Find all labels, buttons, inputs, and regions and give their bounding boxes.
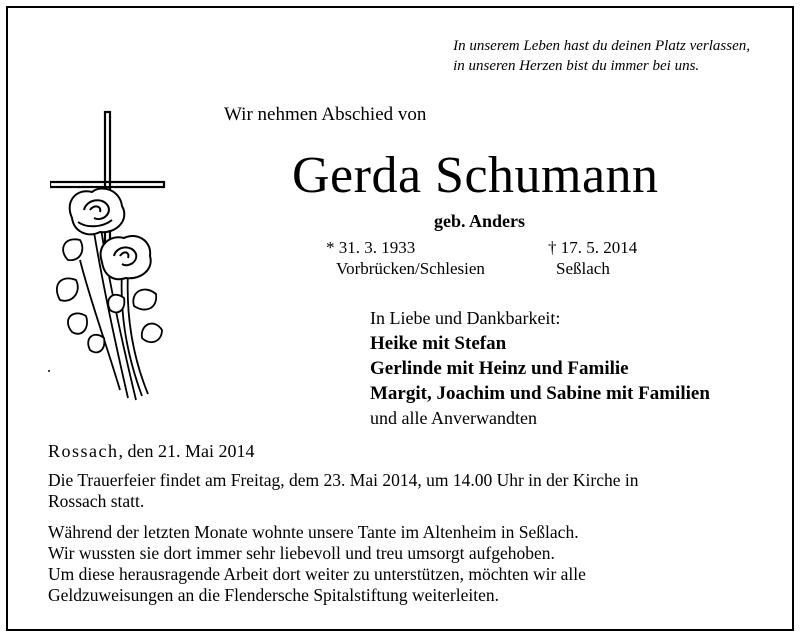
motto-line-1: In unserem Leben hast du deinen Platz verlassen,: [453, 38, 750, 54]
mourners-block: [370, 306, 710, 431]
donation-line-4: Geldzuweisungen an die Flendersche Spitalstiftung weiterleiten.: [48, 585, 499, 605]
speck: [48, 370, 50, 372]
motto-line-2: in unseren Herzen bist du immer bei uns.: [453, 58, 700, 74]
funeral-line-1: Die Trauerfeier findet am Freitag, dem 23. Mai 2014, um 14.00 Uhr in der Kirche in: [48, 470, 639, 490]
intro-text: Wir nehmen Abschied von: [224, 104, 427, 125]
death-info: [548, 237, 637, 279]
notice-date: , den 21. Mai 2014: [118, 441, 255, 461]
obituary-notice: [6, 6, 794, 631]
mourner-name: Heike mit Stefan: [370, 333, 507, 354]
place-name: Rossach: [48, 441, 119, 461]
donation-line-2: Wir wussten sie dort immer sehr liebevoll und treu umsorgt aufgehoben.: [48, 543, 555, 563]
death-place: Seßlach: [556, 259, 610, 278]
death-date: † 17. 5. 2014: [548, 238, 638, 257]
donation-notice: [48, 522, 748, 606]
motto: [453, 36, 750, 76]
birth-info: [326, 237, 485, 279]
donation-line-1: Während der letzten Monate wohnte unsere Tante im Altenheim in Seßlach.: [48, 522, 579, 542]
place-date: [48, 441, 254, 462]
mourner-name: Gerlinde mit Heinz und Familie: [370, 358, 629, 379]
mourner-name: Margit, Joachim und Sabine mit Familien: [370, 383, 710, 404]
mourners-heading: In Liebe und Dankbarkeit:: [370, 308, 561, 328]
funeral-line-2: Rossach statt.: [48, 491, 145, 511]
mourners-closing: und alle Anverwandten: [370, 408, 537, 428]
maiden-name: geb. Anders: [434, 211, 526, 231]
funeral-notice: [48, 470, 748, 512]
birth-place: Vorbrücken/Schlesien: [336, 259, 485, 278]
cross-with-roses-icon: [50, 110, 170, 410]
deceased-name: Gerda Schumann: [292, 147, 659, 204]
donation-line-3: Um diese herausragende Arbeit dort weiter zu unterstützen, möchten wir alle: [48, 564, 586, 584]
birth-date: * 31. 3. 1933: [326, 238, 416, 257]
